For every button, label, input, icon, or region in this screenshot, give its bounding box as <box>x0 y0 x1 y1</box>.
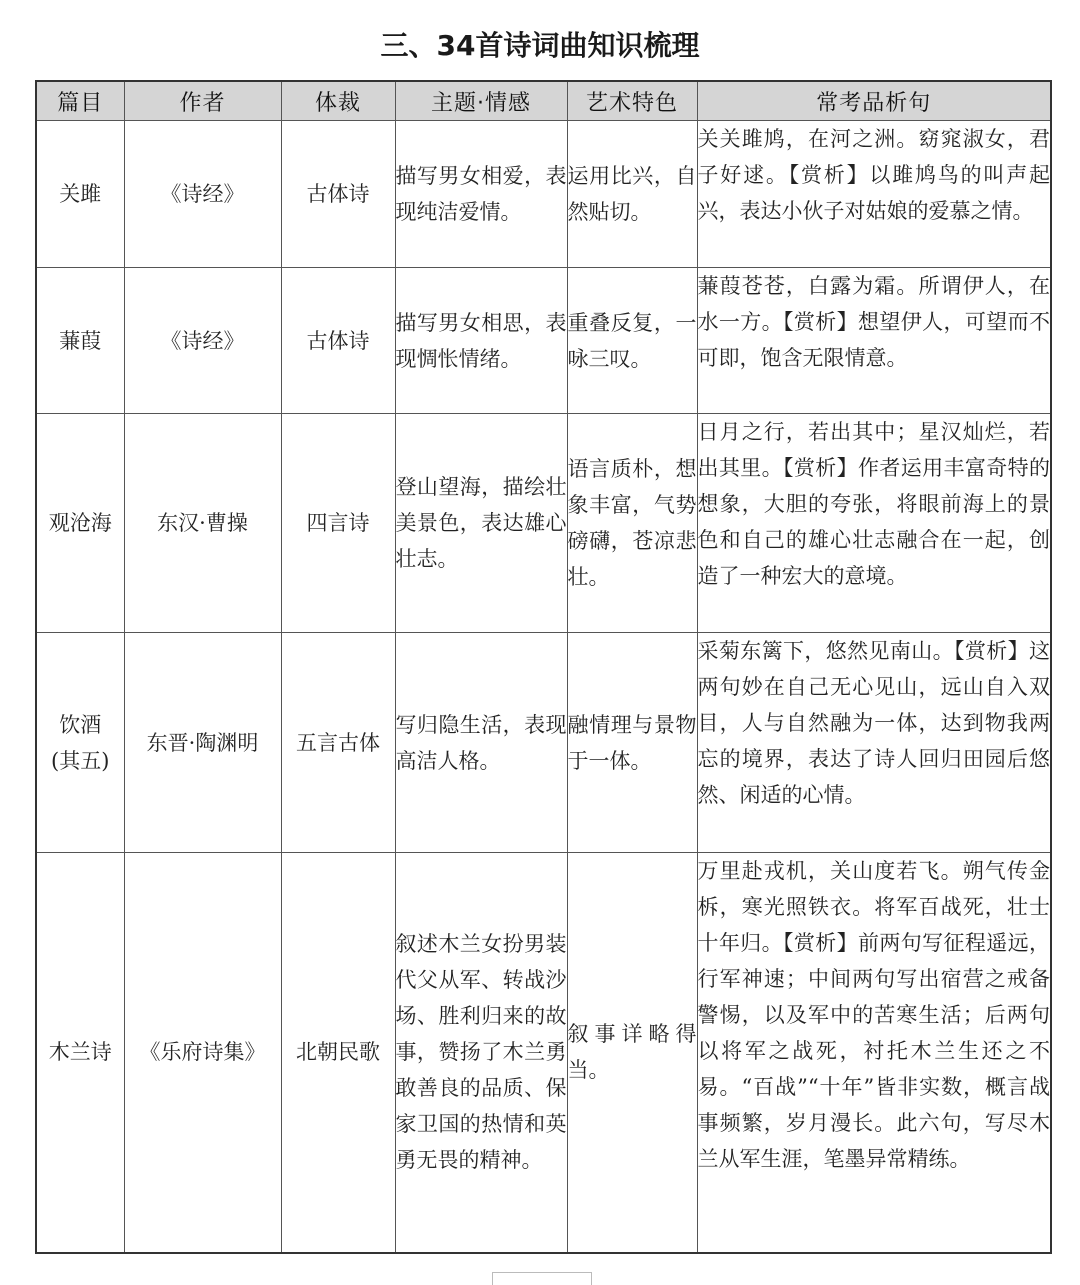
header-author: 作者 <box>124 81 281 121</box>
poem-title: 观沧海 <box>36 414 124 633</box>
header-title: 篇目 <box>36 81 124 121</box>
table-row <box>36 121 1051 268</box>
poem-theme: 描写男女相爱，表现纯洁爱情。 <box>395 121 567 268</box>
poem-art: 融情理与景物于一体。 <box>567 633 697 853</box>
page-footer-tab <box>492 1272 592 1285</box>
poem-author: 《诗经》 <box>124 268 281 414</box>
poem-author: 《诗经》 <box>124 121 281 268</box>
header-analysis: 常考品析句 <box>697 81 1051 121</box>
poem-author: 东汉·曹操 <box>124 414 281 633</box>
poem-title: 木兰诗 <box>36 853 124 1253</box>
poem-title: 蒹葭 <box>36 268 124 414</box>
poem-analysis: 万里赴戎机，关山度若飞。朔气传金柝，寒光照铁衣。将军百战死，壮士十年归。【赏析】前两句写征程遥远，行军神速；中间两句写出宿营之戒备警惕，以及军中的苦寒生活；后两句以将军之战死，衬托木兰生还之不易。“百战”“十年”皆非实数，概言战事频繁，岁月漫长。此六句，写尽木兰从军生涯，笔墨异常精练。 <box>697 853 1051 1253</box>
poem-analysis: 采菊东篱下，悠然见南山。【赏析】这两句妙在自己无心见山，远山自入双目，人与自然融为一体，达到物我两忘的境界，表达了诗人回归田园后悠然、闲适的心情。 <box>697 633 1051 853</box>
poem-theme: 叙述木兰女扮男装代父从军、转战沙场、胜利归来的故事，赞扬了木兰勇敢善良的品质、保家卫国的热情和英勇无畏的精神。 <box>395 853 567 1253</box>
poem-theme: 写归隐生活，表现高洁人格。 <box>395 633 567 853</box>
poem-art: 重叠反复，一咏三叹。 <box>567 268 697 414</box>
poem-author: 《乐府诗集》 <box>124 853 281 1253</box>
poem-analysis: 蒹葭苍苍，白露为霜。所谓伊人，在水一方。【赏析】想望伊人，可望而不可即，饱含无限情意。 <box>697 268 1051 414</box>
header-genre: 体裁 <box>281 81 395 121</box>
poem-title: 关雎 <box>36 121 124 268</box>
poem-genre: 古体诗 <box>281 268 395 414</box>
poem-genre: 四言诗 <box>281 414 395 633</box>
poem-theme: 描写男女相思，表现惆怅情绪。 <box>395 268 567 414</box>
poem-analysis: 关关雎鸠，在河之洲。窈窕淑女，君子好逑。【赏析】以雎鸠鸟的叫声起兴，表达小伙子对姑娘的爱慕之情。 <box>697 121 1051 268</box>
table-row <box>36 853 1051 1253</box>
poem-title: 饮酒 (其五) <box>36 633 124 853</box>
poem-theme: 登山望海，描绘壮美景色，表达雄心壮志。 <box>395 414 567 633</box>
table-row <box>36 633 1051 853</box>
poem-analysis: 日月之行，若出其中；星汉灿烂，若出其里。【赏析】作者运用丰富奇特的想象，大胆的夸张，将眼前海上的景色和自己的雄心壮志融合在一起，创造了一种宏大的意境。 <box>697 414 1051 633</box>
page-title: 三、34首诗词曲知识梳理 <box>380 29 700 62</box>
poem-author: 东晋·陶渊明 <box>124 633 281 853</box>
poem-art: 运用比兴，自然贴切。 <box>567 121 697 268</box>
poem-art: 叙事详略得当。 <box>567 853 697 1253</box>
table-row <box>36 414 1051 633</box>
poem-genre: 五言古体 <box>281 633 395 853</box>
poem-art: 语言质朴，想象丰富，气势磅礴，苍凉悲壮。 <box>567 414 697 633</box>
poetry-knowledge-table <box>35 80 1052 1254</box>
table-header-row <box>36 81 1051 121</box>
header-theme: 主题·情感 <box>395 81 567 121</box>
poem-genre: 古体诗 <box>281 121 395 268</box>
header-art: 艺术特色 <box>567 81 697 121</box>
table-row <box>36 268 1051 414</box>
poem-genre: 北朝民歌 <box>281 853 395 1253</box>
